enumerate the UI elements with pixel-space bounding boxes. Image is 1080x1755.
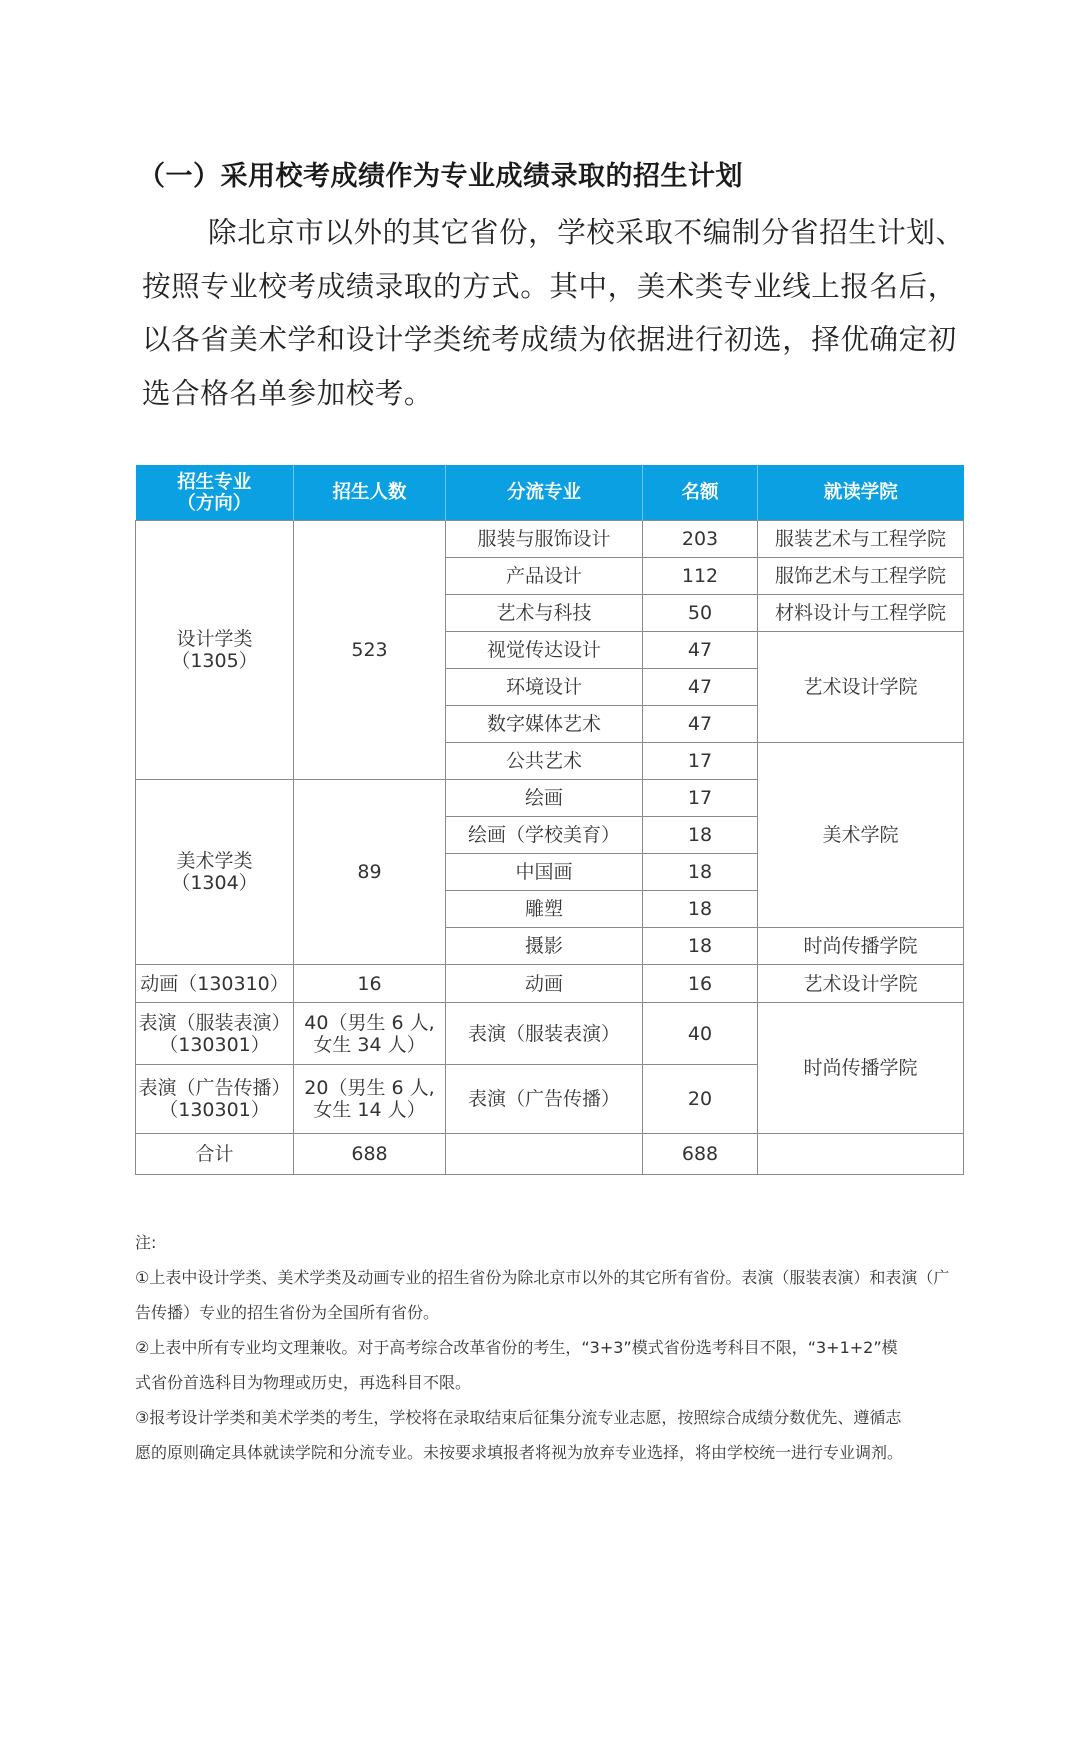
note-line: ①上表中设计学类、美术学类及动画专业的招生省份为除北京市以外的其它所有省份。表演（服装表演）和表演（广	[135, 1268, 950, 1287]
sub-major-cell: 环境设计	[446, 669, 643, 706]
sub-major-cell: 动画	[446, 965, 643, 1003]
college-cell: 美术学院	[758, 743, 964, 928]
paragraph-line: 选合格名单参加校考。	[142, 376, 434, 410]
sub-major-cell: 摄影	[446, 928, 643, 965]
header-sub-major: 分流专业	[446, 465, 643, 521]
sub-major-cell: 雕塑	[446, 891, 643, 928]
college-cell: 艺术设计学院	[758, 632, 964, 743]
enrollment-cell-fine-arts: 89	[294, 780, 446, 965]
table-row	[136, 1003, 964, 1065]
quota-cell: 47	[643, 706, 758, 743]
paragraph-line: 除北京市以外的其它省份，学校采取不编制分省招生计划、	[208, 216, 965, 249]
quota-cell: 18	[643, 928, 758, 965]
quota-cell: 17	[643, 780, 758, 817]
note-line: 式省份首选科目为物理或历史，再选科目不限。	[135, 1373, 472, 1392]
enrollment-cell-design: 523	[294, 521, 446, 780]
quota-cell: 18	[643, 891, 758, 928]
header-enrollment: 招生人数	[294, 465, 446, 521]
section-heading: （一）采用校考成绩作为专业成绩录取的招生计划	[138, 161, 743, 192]
major-cell-animation: 动画（130310）	[136, 965, 294, 1003]
college-cell: 材料设计与工程学院	[758, 595, 964, 632]
paragraph-line: 以各省美术学和设计学类统考成绩为依据进行初选，择优确定初	[142, 323, 957, 356]
major-cell-fine-arts: 美术学类 （1304）	[136, 780, 294, 965]
table-header-row	[136, 465, 964, 521]
quota-cell: 18	[643, 817, 758, 854]
sub-major-cell: 表演（广告传播）	[446, 1065, 643, 1134]
sub-major-cell: 绘画（学校美育）	[446, 817, 643, 854]
major-cell-perf-ad: 表演（广告传播） （130301）	[136, 1065, 294, 1134]
major-cell-perf-fashion: 表演（服装表演） （130301）	[136, 1003, 294, 1065]
header-college: 就读学院	[758, 465, 964, 521]
notes-section	[135, 1225, 965, 1470]
note-line: ②上表中所有专业均文理兼收。对于高考综合改革省份的考生，“3+3”模式省份选考科目不限，“3+1+2”模	[135, 1338, 898, 1357]
table-row	[136, 965, 964, 1003]
quota-cell: 203	[643, 521, 758, 558]
table-total-row	[136, 1134, 964, 1175]
sub-major-cell: 服装与服饰设计	[446, 521, 643, 558]
enrollment-plan-table	[135, 465, 964, 1175]
notes-title: 注:	[135, 1233, 157, 1252]
sub-major-cell: 公共艺术	[446, 743, 643, 780]
quota-cell: 17	[643, 743, 758, 780]
total-quota: 688	[643, 1134, 758, 1175]
quota-cell: 18	[643, 854, 758, 891]
sub-major-cell: 产品设计	[446, 558, 643, 595]
enrollment-cell-animation: 16	[294, 965, 446, 1003]
quota-cell: 40	[643, 1003, 758, 1065]
note-line: 愿的原则确定具体就读学院和分流专业。未按要求填报者将视为放弃专业选择，将由学校统一进行专业调剂。	[135, 1443, 904, 1462]
quota-cell: 16	[643, 965, 758, 1003]
table-row	[136, 521, 964, 558]
sub-major-cell: 绘画	[446, 780, 643, 817]
quota-cell: 112	[643, 558, 758, 595]
sub-major-cell: 表演（服装表演）	[446, 1003, 643, 1065]
college-cell: 时尚传播学院	[758, 928, 964, 965]
intro-paragraph	[142, 206, 965, 420]
college-cell: 艺术设计学院	[758, 965, 964, 1003]
total-label: 合计	[136, 1134, 294, 1175]
note-line: ③报考设计学类和美术学类的考生，学校将在录取结束后征集分流专业志愿，按照综合成绩分数优先、遵循志	[135, 1408, 902, 1427]
sub-major-cell: 数字媒体艺术	[446, 706, 643, 743]
total-enrollment: 688	[294, 1134, 446, 1175]
header-major: 招生专业 （方向）	[136, 465, 294, 521]
college-cell: 服装艺术与工程学院	[758, 521, 964, 558]
header-quota: 名额	[643, 465, 758, 521]
quota-cell: 20	[643, 1065, 758, 1134]
quota-cell: 47	[643, 632, 758, 669]
college-cell: 服饰艺术与工程学院	[758, 558, 964, 595]
major-cell-design: 设计学类 （1305）	[136, 521, 294, 780]
college-cell: 时尚传播学院	[758, 1003, 964, 1134]
total-college-empty	[758, 1134, 964, 1175]
enrollment-cell-perf-fashion: 40（男生 6 人, 女生 34 人）	[294, 1003, 446, 1065]
quota-cell: 50	[643, 595, 758, 632]
enrollment-cell-perf-ad: 20（男生 6 人, 女生 14 人）	[294, 1065, 446, 1134]
quota-cell: 47	[643, 669, 758, 706]
sub-major-cell: 艺术与科技	[446, 595, 643, 632]
total-sub-major-empty	[446, 1134, 643, 1175]
sub-major-cell: 视觉传达设计	[446, 632, 643, 669]
sub-major-cell: 中国画	[446, 854, 643, 891]
paragraph-line: 按照专业校考成绩录取的方式。其中，美术类专业线上报名后，	[142, 269, 957, 303]
note-line: 告传播）专业的招生省份为全国所有省份。	[135, 1303, 440, 1322]
